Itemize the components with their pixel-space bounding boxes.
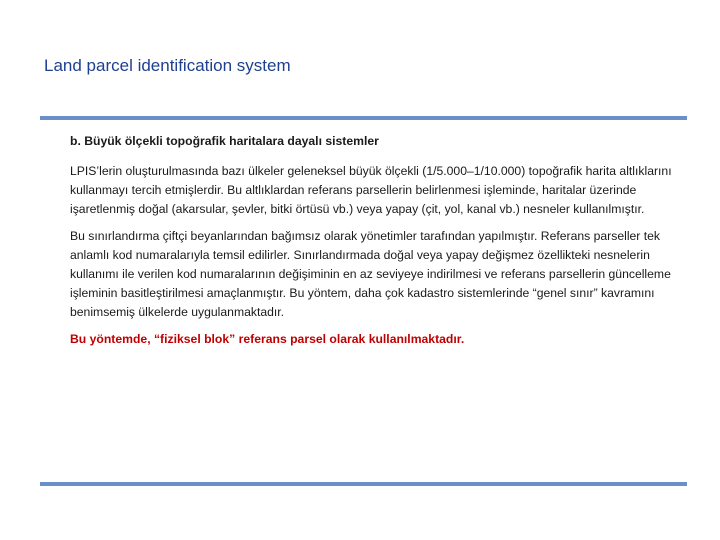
- slide-content: [70, 132, 680, 349]
- highlight-statement: Bu yöntemde, “fiziksel blok” referans parsel olarak kullanılmaktadır.: [70, 332, 465, 346]
- bottom-divider: [40, 482, 687, 486]
- section-heading: b. Büyük ölçekli topoğrafik haritalara dayalı sistemler: [70, 134, 379, 148]
- paragraph-delimitation: Bu sınırlandırma çiftçi beyanlarından bağımsız olarak yönetimler tarafından yapılmıştır. Referans parseller tek anlamlı kod numaralarıyla temsil edilirler. Sınırlandırmada doğal veya yapay değişmez özellikteki nesnelerin kullanımı ile verilen kod numaralarının değişiminin en az seviyeye indirilmesi ve referans parsellerin güncelleme işleminin basitleştirilmesi amaçlanmıştır. Bu yöntem, daha çok kadastro sistemlerinde “genel sınır” kavramını benimsemiş ülkelerde uygulanmaktadır.: [70, 229, 671, 319]
- top-divider: [40, 116, 687, 120]
- paragraph-topographic-maps: LPIS’lerin oluşturulmasında bazı ülkeler geleneksel büyük ölçekli (1/5.000–1/10.000) topoğrafik harita altlıklarını kullanmayı tercih etmişlerdir. Bu altlıklardan referans parsellerin belirlenmesi işleminde, haritalar üzerinde işaretlenmiş doğal (akarsular, şevler, bitki örtüsü vb.) veya yapay (çit, yol, kanal vb.) nesneler kullanılmıştır.: [70, 164, 672, 216]
- slide-title: Land parcel identification system: [44, 56, 291, 75]
